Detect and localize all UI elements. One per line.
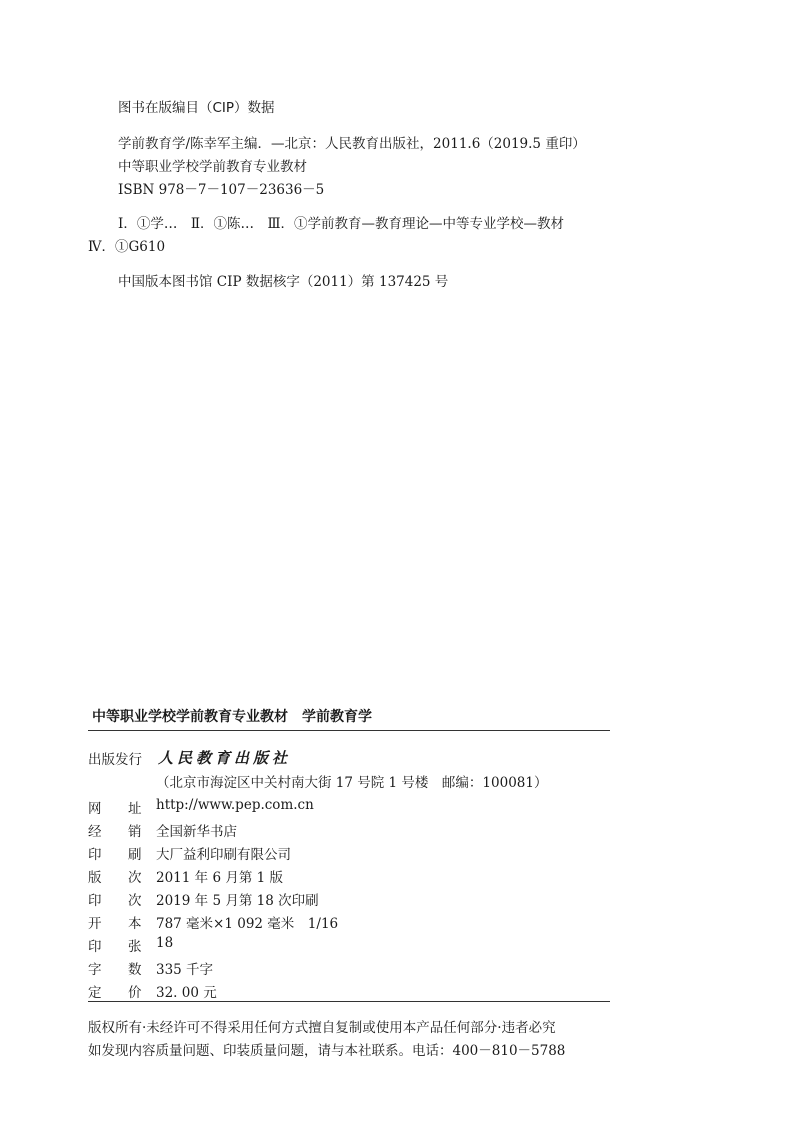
edition-label: 版 次: [88, 870, 142, 886]
website-value[interactable]: http://www.pep.com.cn: [156, 797, 314, 813]
publisher-label: 出版发行: [88, 752, 142, 768]
cip-bibliographic-line: 学前教育学/陈幸军主编．—北京：人民教育出版社，2011.6（2019.5 重印）: [118, 136, 586, 152]
sheets-value: 18: [156, 935, 174, 951]
top-divider: [88, 730, 610, 731]
impression-value: 2019 年 5 月第 18 次印刷: [156, 893, 319, 909]
copyright-notice: 版权所有·未经许可不得采用任何方式擅自复制或使用本产品任何部分·违者必究: [88, 1020, 556, 1036]
publisher-address: （北京市海淀区中关村南大街 17 号院 1 号楼 邮编：100081）: [156, 775, 548, 791]
format-value: 787 毫米×1 092 毫米 1/16: [156, 916, 339, 932]
price-value: 32. 00 元: [156, 985, 217, 1001]
publisher-logo: 人民教育出版社: [158, 749, 292, 767]
words-value: 335 千字: [156, 962, 214, 978]
printer-label: 印 刷: [88, 847, 142, 863]
quality-contact-notice: 如发现内容质量问题、印装质量问题，请与本社联系。电话：400－810－5788: [88, 1043, 566, 1059]
cip-isbn-line: ISBN 978－7－107－23636－5: [118, 182, 325, 198]
printer-value: 大厂益利印刷有限公司: [156, 847, 291, 863]
cip-series-line: 中等职业学校学前教育专业教材: [118, 159, 307, 175]
words-label: 字 数: [88, 962, 142, 978]
distributor-value: 全国新华书店: [156, 824, 237, 840]
cip-classification-line: Ⅳ．①G610: [88, 239, 166, 255]
bottom-divider: [88, 1001, 610, 1002]
format-label: 开 本: [88, 916, 142, 932]
edition-value: 2011 年 6 月第 1 版: [156, 870, 283, 886]
website-label: 网 址: [88, 801, 142, 817]
cip-subject-line: Ⅰ．①学… Ⅱ．①陈… Ⅲ．①学前教育—教育理论—中等专业学校—教材: [118, 216, 565, 232]
impression-label: 印 次: [88, 893, 142, 909]
cip-heading: 图书在版编目（CIP）数据: [118, 100, 275, 116]
series-title: 中等职业学校学前教育专业教材 学前教育学: [92, 709, 372, 725]
cip-record-number: 中国版本图书馆 CIP 数据核字（2011）第 137425 号: [118, 274, 449, 290]
distributor-label: 经 销: [88, 824, 142, 840]
sheets-label: 印 张: [88, 939, 142, 955]
price-label: 定 价: [88, 985, 142, 1001]
